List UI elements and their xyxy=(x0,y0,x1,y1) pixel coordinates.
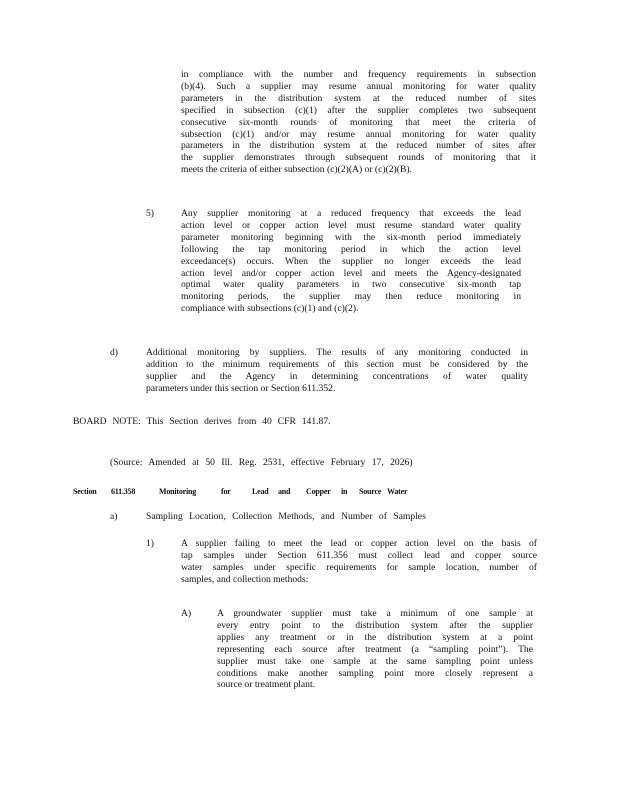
paragraph-line: every entry point to the distribution system after the supplier xyxy=(217,619,533,631)
paragraph-line: following the tap monitoring period in which the action level xyxy=(181,243,521,255)
paragraph-line: source or treatment plant. xyxy=(217,679,316,691)
section-number: 611.358 xyxy=(111,487,136,496)
item-d-paragraph xyxy=(146,347,528,395)
paragraph-line: consecutive six-month rounds of monitoring that meet the criteria of xyxy=(181,116,536,128)
item-a1A-paragraph xyxy=(217,608,533,691)
paragraph-line: in compliance with the number and frequency requirements in subsection xyxy=(181,69,536,80)
paragraph-line: monitoring periods, the supplier may then reduce monitoring in xyxy=(181,291,521,303)
section-title-word: Water xyxy=(387,487,408,496)
item-a-label: a) xyxy=(110,511,118,522)
item-d-label: d) xyxy=(110,347,118,358)
paragraph-line: exceedance(s) occurs. When the supplier no longer exceeds the lead xyxy=(181,255,521,267)
paragraph-line: A supplier failing to meet the lead or copper action level on the basis of xyxy=(181,538,537,549)
paragraph-line: representing each source after treatment (a “sampling point”). The xyxy=(217,643,533,655)
paragraph-line: specified in subsection (c)(1) after the supplier completes two subsequent xyxy=(181,104,536,116)
paragraph-line: subsection (c)(1) and/or may resume annual monitoring for water quality xyxy=(181,128,536,140)
item-5-paragraph xyxy=(181,208,521,315)
paragraph-line: addition to the minimum requirements of this section must be considered by the xyxy=(146,358,528,370)
paragraph-line: Any supplier monitoring at a reduced frequency that exceeds the lead xyxy=(181,208,521,219)
paragraph-line: parameters in the distribution system at the reduced number of sites xyxy=(181,92,536,104)
paragraph-line: action level and/or copper action level and meets the Agency-designated xyxy=(181,267,521,279)
section-word: Section xyxy=(73,487,97,496)
paragraph-line: Additional monitoring by suppliers. The results of any monitoring conducted in xyxy=(146,347,528,358)
item-a-heading: Sampling Location, Collection Methods, and Number of Samples xyxy=(146,511,426,522)
paragraph-line: parameter monitoring beginning with the six-month period immediately xyxy=(181,231,521,243)
paragraph-line: compliance with subsections (c)(1) and (c)(2). xyxy=(181,303,359,315)
item-5-label: 5) xyxy=(146,208,154,219)
item-a1-paragraph xyxy=(181,538,537,586)
section-title-word: in xyxy=(341,487,348,496)
section-title-word: Copper xyxy=(306,487,331,496)
board-note: BOARD NOTE: This Section derives from 40 CFR 141.87. xyxy=(73,416,331,427)
item-a1A-label: A) xyxy=(181,608,192,619)
paragraph-line: action level or copper action level must resume standard water quality xyxy=(181,219,521,231)
paragraph-line: supplier and the Agency in determining concentrations of water quality xyxy=(146,370,528,382)
paragraph-line: conditions make another sampling point more closely represent a xyxy=(217,667,533,679)
paragraph-line: meets the criteria of either subsection (c)(2)(A) or (c)(2)(B). xyxy=(181,164,412,176)
paragraph-line: optimal water quality parameters in two consecutive six-month tap xyxy=(181,279,521,291)
section-title-word: and xyxy=(278,487,291,496)
paragraph-line: the supplier demonstrates through subsequent rounds of monitoring that it xyxy=(181,152,536,164)
paragraph-line: samples, and collection methods: xyxy=(181,573,309,585)
paragraph-line: tap samples under Section 611.356 must collect lead and copper source xyxy=(181,549,537,561)
paragraph-line: parameters under this section or Section 611.352. xyxy=(146,382,336,394)
paragraph-line: water samples under specific requirements for sample location, number of xyxy=(181,561,537,573)
item-a1-label: 1) xyxy=(146,538,154,549)
section-title-word: Lead xyxy=(252,487,269,496)
paragraph-line: (b)(4). Such a supplier may resume annual monitoring for water quality xyxy=(181,80,536,92)
continuation-paragraph xyxy=(181,69,536,176)
source-note: (Source: Amended at 50 Ill. Reg. 2531, effective February 17, 2026) xyxy=(110,457,413,468)
paragraph-line: supplier must take one sample at the same sampling point unless xyxy=(217,655,533,667)
paragraph-line: applies any treatment or in the distribution system at a point xyxy=(217,631,533,643)
section-title-word: Source xyxy=(359,487,382,496)
paragraph-line: parameters in the distribution system at the reduced number of sites after xyxy=(181,140,536,152)
paragraph-line: A groundwater supplier must take a minimum of one sample at xyxy=(217,608,533,619)
section-title-word: for xyxy=(221,487,231,496)
section-title-word: Monitoring xyxy=(159,487,197,496)
